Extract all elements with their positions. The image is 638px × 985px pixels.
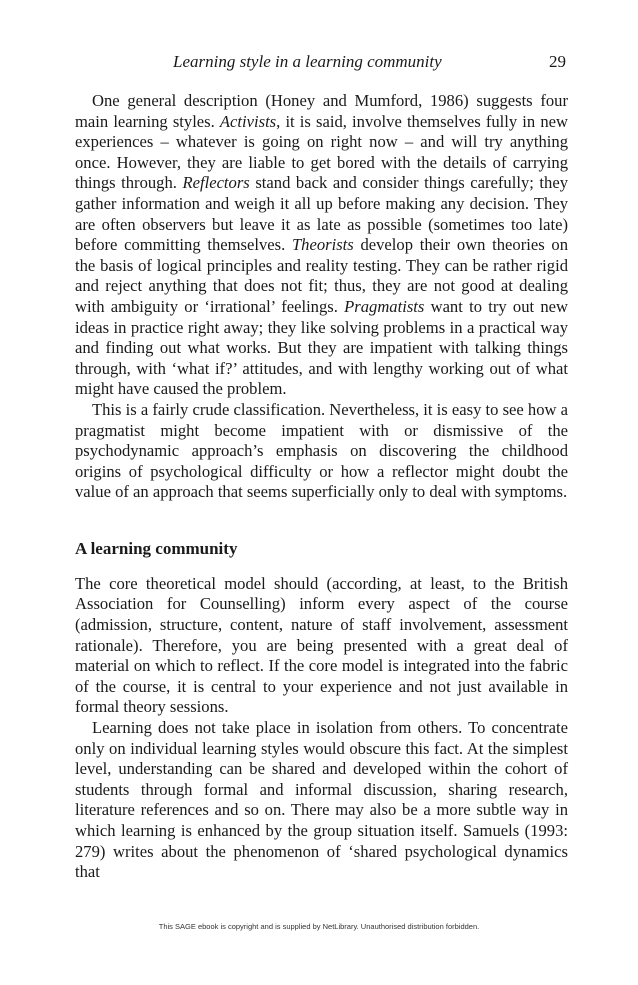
- italic-term: Reflectors: [182, 173, 250, 193]
- page-number: 29: [549, 52, 566, 71]
- text-run: The core theoretical model should (according, at least, to the British Association for Counselling) inform every aspect of the course (admission, structure, content, nature of staff involvement, assessment rationale). Therefore, you are being presented with a great deal of material on which to reflect. If the core model is integrated into the fabric of the course, it is central to your experience and not just available in formal theory sessions.: [75, 573, 568, 717]
- body-text: [75, 91, 568, 883]
- italic-term: Activists: [219, 111, 277, 131]
- section-learning-styles: [75, 91, 568, 503]
- paragraph: [75, 574, 568, 718]
- text-run: want to try out new ideas in practice right away; they like solving problems in a practical way and finding out what works. But they are impatient with talking things through, with ‘what if?’ attitudes, and with lengthy working out of what might have caused the problem.: [75, 296, 568, 399]
- text-run: , it is said, involve themselves fully in new experiences – whatever is going on right now – and will try anything once. However, they are liable to get bored with the details of carrying things through.: [75, 111, 568, 193]
- running-title: Learning style in a learning community: [173, 52, 442, 71]
- running-head: [75, 52, 568, 74]
- text-run: develop their own theories on the basis of logical principles and reality testing. They can be rather rigid and reject anything that does not fit; thus, they are not good at dealing with ambiguity or ‘irrational’ feelings.: [75, 235, 568, 316]
- copyright-footer: This SAGE ebook is copyright and is supplied by NetLibrary. Unauthorised distribution forbidden.: [158, 922, 480, 931]
- paragraph: [75, 400, 568, 503]
- text-run: This is a fairly crude classification. Nevertheless, it is easy to see how a pragmatist might become impatient with or dismissive of the psychodynamic approach’s emphasis on discovering the childhood origins of psychological difficulty or how a reflector might doubt the value of an approach that seems superficially only to deal with symptoms.: [75, 399, 569, 502]
- text-run: One general description (Honey and Mumford, 1986) suggests four main learning styles.: [75, 91, 568, 131]
- italic-term: Pragmatists: [344, 296, 425, 316]
- section-heading: A learning community: [75, 538, 238, 558]
- paragraph: [75, 718, 568, 883]
- italic-term: Theorists: [291, 235, 354, 255]
- text-run: Learning does not take place in isolation from others. To concentrate only on individual learning styles would obscure this fact. At the simplest level, understanding can be shared and developed within the cohort of students through formal and informal discussion, sharing research, literature references and so on. There may also be a more subtle way in which learning is enhanced by the group situation itself. Samuels (1993: 279) writes about the phenomenon of ‘shared psychological dynamics that: [75, 718, 568, 882]
- text-run: stand back and consider things carefully; they gather information and weigh it all up before making any decision. They are often observers but leave it as late as possible (sometimes too late) before committing themselves.: [75, 173, 568, 255]
- paragraph: [75, 91, 568, 400]
- section-learning-community: [75, 574, 568, 883]
